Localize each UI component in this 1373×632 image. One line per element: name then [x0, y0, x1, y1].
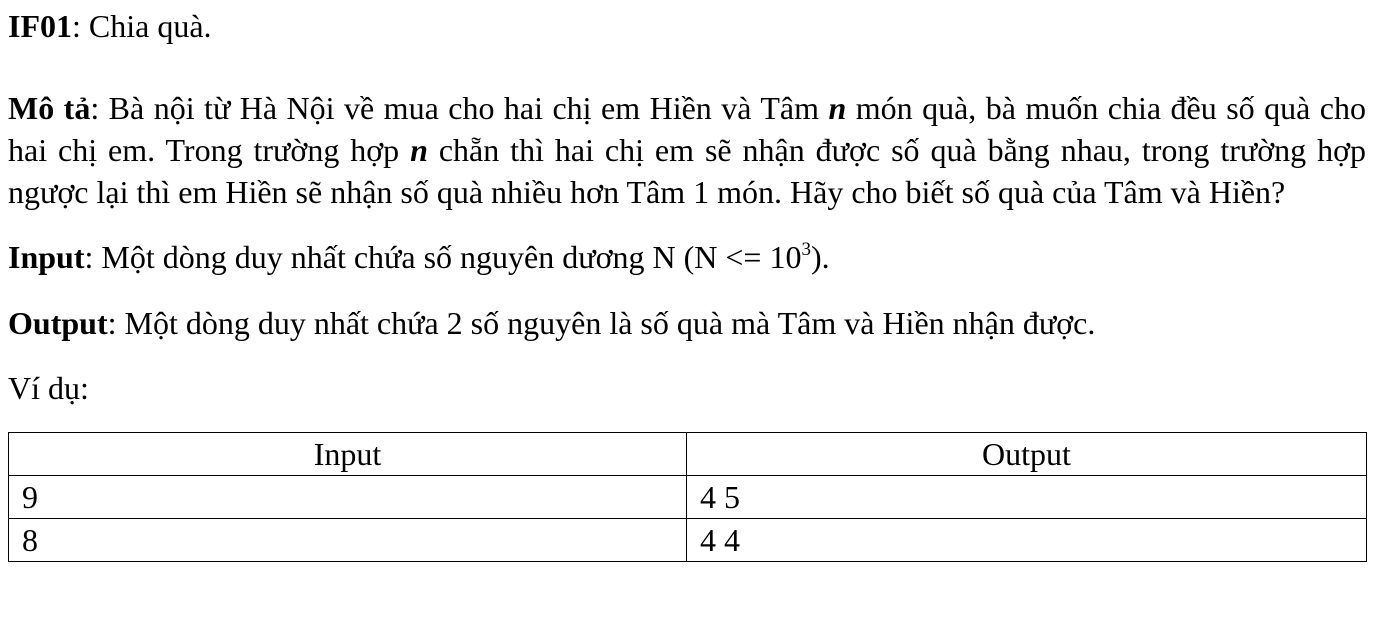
cell-output: 4 4: [687, 519, 1367, 562]
table-row: [9, 519, 1367, 562]
table-header-row: [9, 433, 1367, 476]
table-row: [9, 476, 1367, 519]
description-text-2: món quà, bà muốn chia đều số quà cho hai chị em. Trong trường hợp: [8, 90, 1367, 168]
output-spec: [8, 302, 1366, 344]
example-table: [8, 432, 1367, 562]
input-label: Input: [8, 239, 85, 275]
variable-n: n: [828, 90, 847, 126]
cell-input: 9: [9, 476, 687, 519]
description-text-3: chẵn thì hai chị em sẽ nhận được số quà bằng nhau, trong trường hợp ngược lại thì em Hiền sẽ nhận số quà nhiều hơn Tâm 1 món. Hãy cho biết số quà của Tâm và Hiền?: [8, 132, 1367, 210]
problem-code: IF01: [8, 8, 72, 44]
problem-statement: [8, 5, 1366, 562]
output-label: Output: [8, 305, 108, 341]
cell-input: 8: [9, 519, 687, 562]
cell-output: 4 5: [687, 476, 1367, 519]
input-spec: [8, 236, 1366, 278]
description-text-1: : Bà nội từ Hà Nội về mua cho hai chị em Hiền và Tâm: [90, 90, 829, 126]
output-text: : Một dòng duy nhất chứa 2 số nguyên là số quà mà Tâm và Hiền nhận được.: [107, 305, 1096, 341]
input-exponent: 3: [801, 239, 811, 260]
input-tail: ).: [810, 239, 830, 275]
problem-name: : Chia quà.: [72, 8, 212, 44]
description-label: Mô tả: [8, 90, 91, 126]
problem-title: [8, 5, 1366, 47]
description-paragraph: [8, 87, 1366, 213]
example-label: Ví dụ:: [8, 370, 89, 406]
input-text: : Một dòng duy nhất chứa số nguyên dương N (N <= 10: [84, 239, 802, 275]
header-output: Output: [687, 433, 1367, 476]
header-input: Input: [9, 433, 687, 476]
variable-n: n: [410, 132, 428, 168]
